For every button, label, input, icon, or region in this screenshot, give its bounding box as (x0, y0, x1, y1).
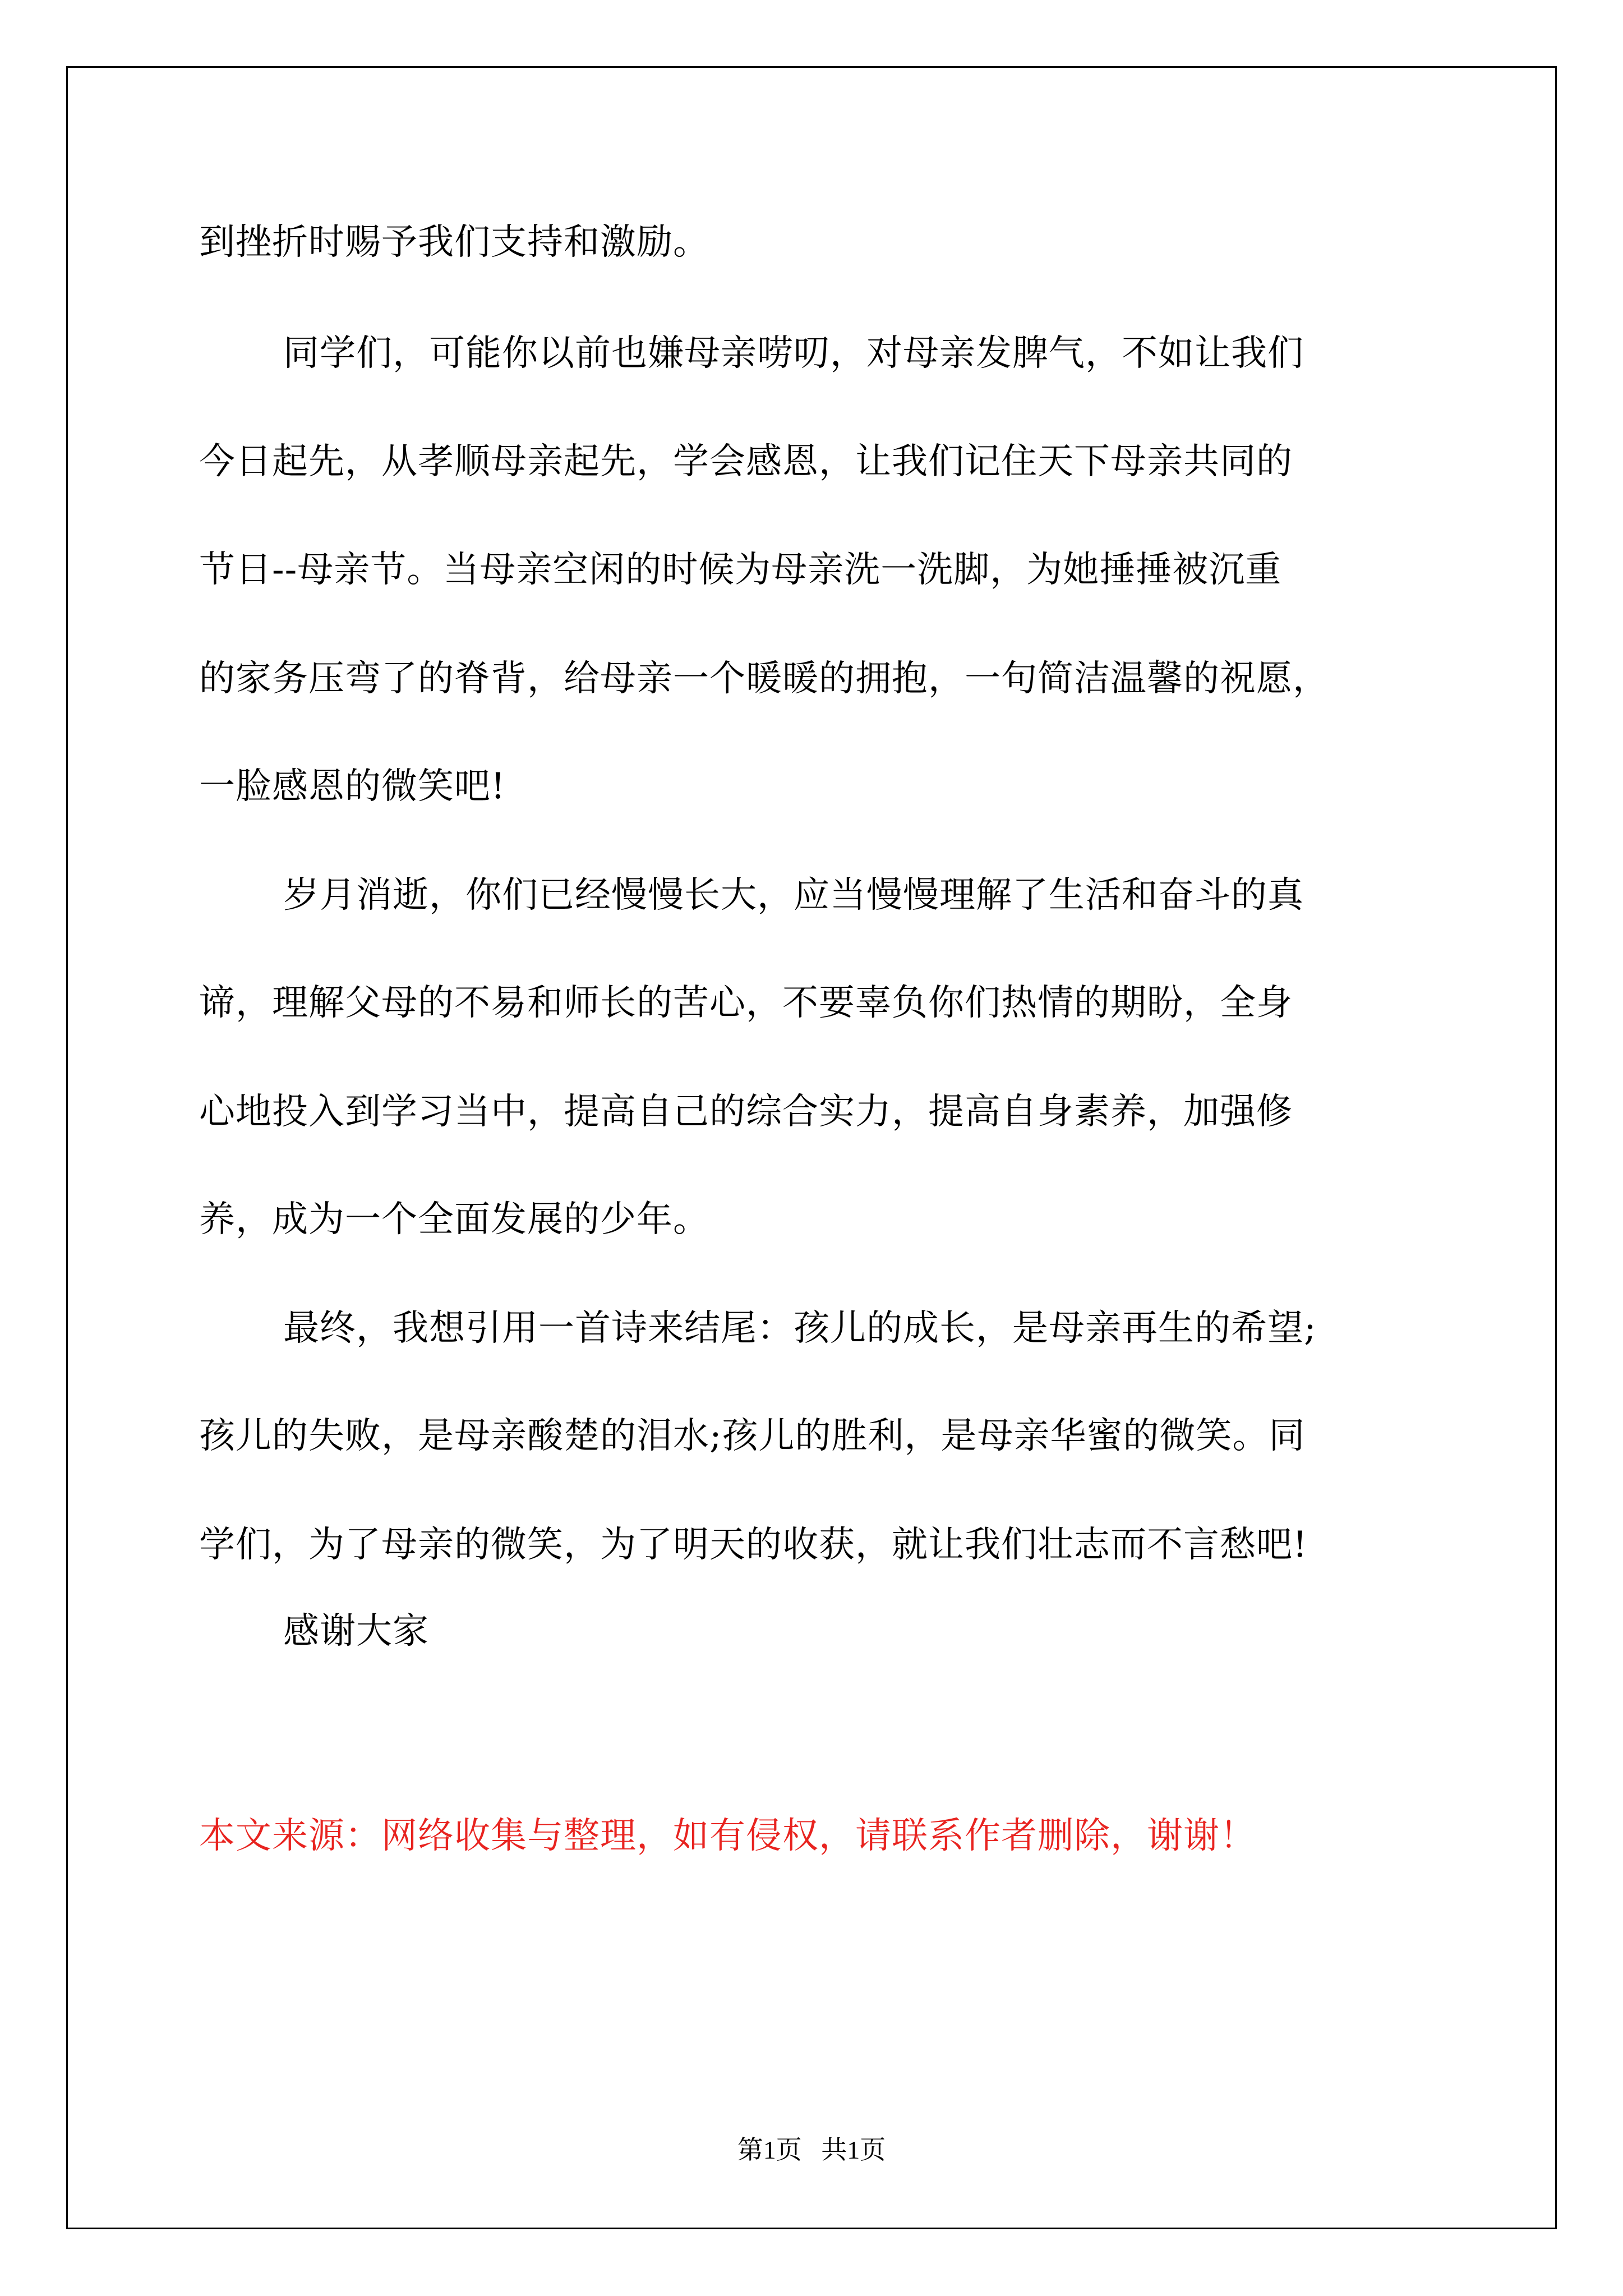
page-border (66, 66, 1557, 2229)
body-line: 岁月消逝，你们已经慢慢长大，应当慢慢理解了生活和奋斗的真 (283, 875, 1304, 916)
body-line: 同学们，可能你以前也嫌母亲唠叨，对母亲发脾气，不如让我们 (283, 333, 1304, 374)
body-line: 一脸感恩的微笑吧! (199, 766, 506, 807)
body-line: 学们，为了母亲的微笑，为了明天的收获，就让我们壮志而不言愁吧! (199, 1524, 1308, 1566)
body-line: 到挫折时赐予我们支持和激励。 (199, 222, 709, 263)
body-line: 今日起先，从孝顺母亲起先，学会感恩，让我们记住天下母亲共同的 (199, 441, 1293, 482)
body-line: 最终，我想引用一首诗来结尾：孩儿的成长，是母亲再生的希望; (283, 1308, 1317, 1349)
body-line: 节日--母亲节。当母亲空闲的时候为母亲洗一洗脚，为她捶捶被沉重 (199, 549, 1282, 591)
body-line: 养，成为一个全面发展的少年。 (199, 1199, 709, 1240)
body-line: 孩儿的失败，是母亲酸楚的泪水;孩儿的胜利，是母亲华蜜的微笑。同 (199, 1415, 1306, 1457)
body-line: 的家务压弯了的脊背，给母亲一个暖暖的拥抱，一句简洁温馨的祝愿， (199, 658, 1329, 700)
body-line: 谛，理解父母的不易和师长的苦心，不要辜负你们热情的期盼，全身 (199, 982, 1293, 1024)
closing-line: 感谢大家 (283, 1611, 429, 1652)
body-line: 心地投入到学习当中，提高自己的综合实力，提高自身素养，加强修 (199, 1091, 1293, 1133)
page-number-footer: 第1页 共1页 (737, 2136, 886, 2164)
source-note: 本文来源：网络收集与整理，如有侵权，请联系作者删除，谢谢！ (199, 1815, 1256, 1857)
